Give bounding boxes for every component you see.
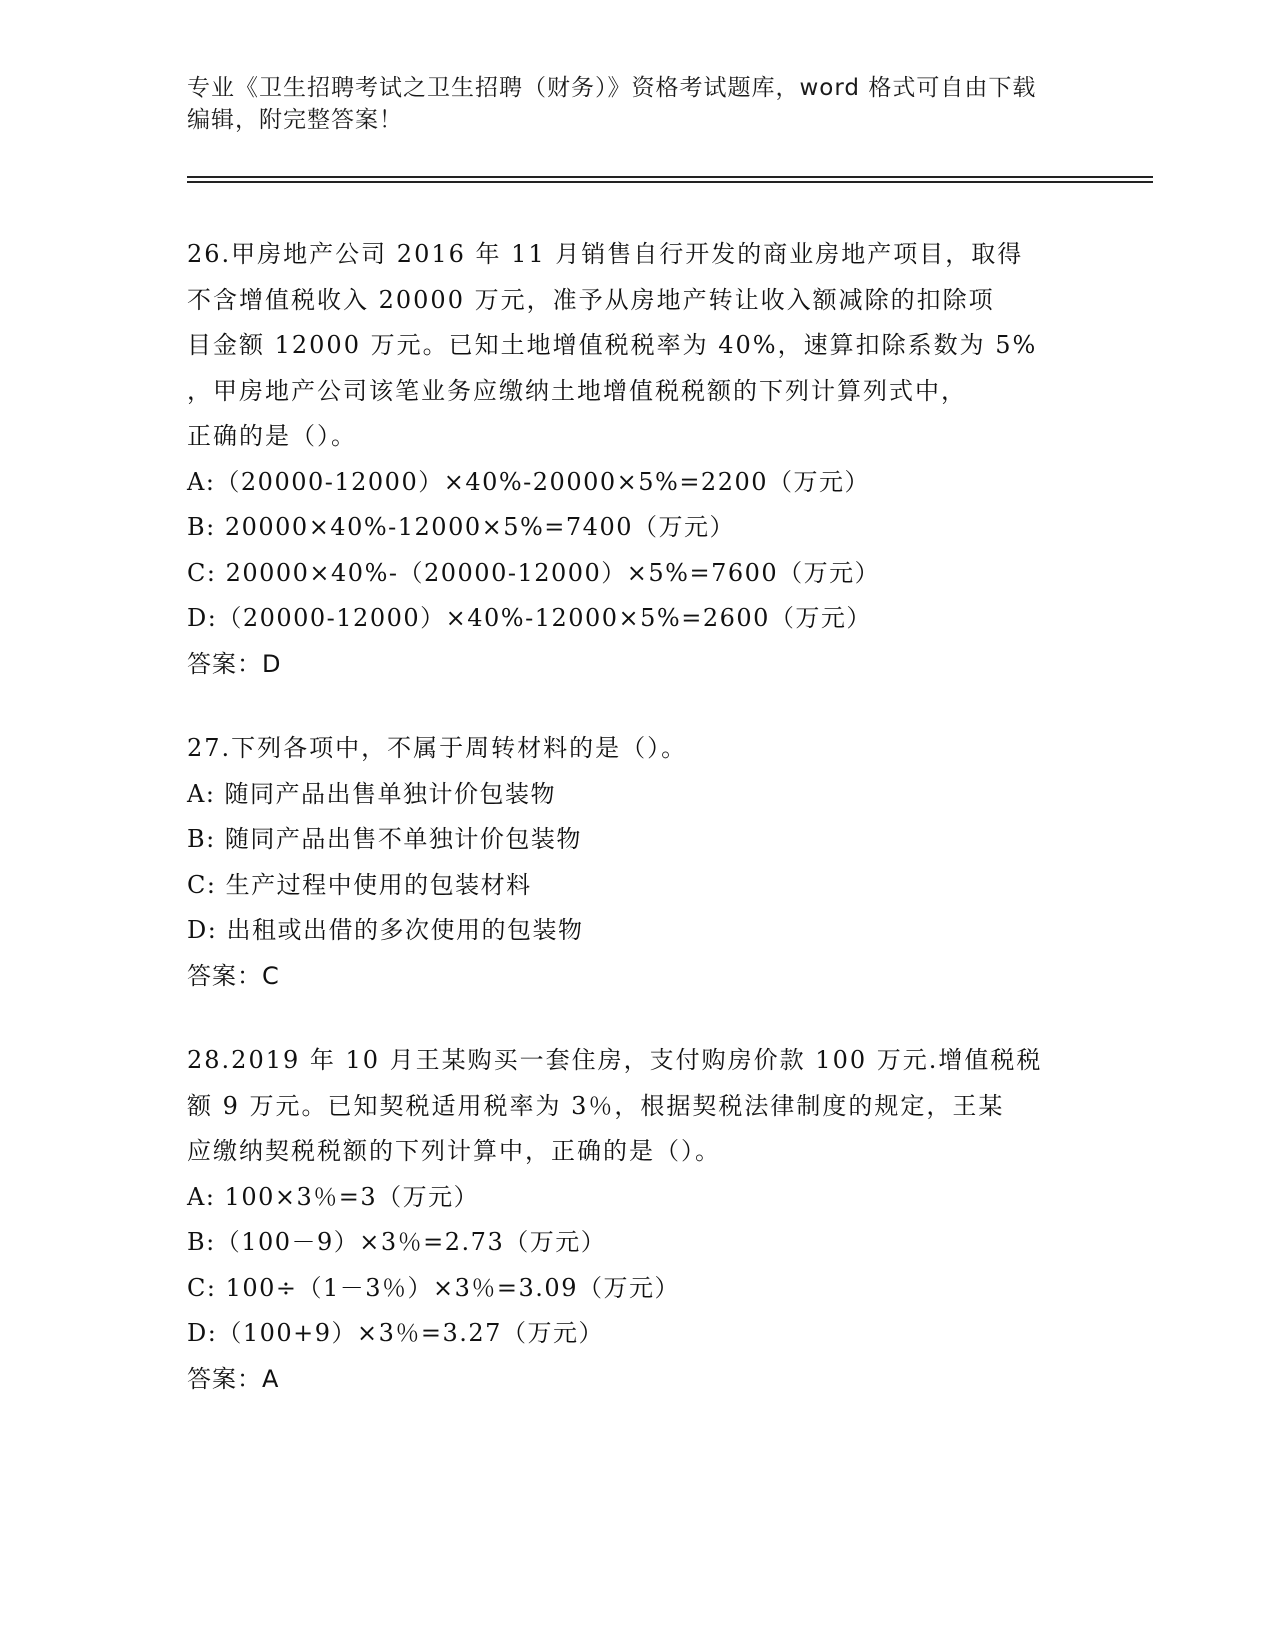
header-divider-top [187,176,1153,178]
document-header [187,72,1087,136]
option-d: D:（20000-12000）×40%-12000×5%=2600（万元） [187,604,872,632]
question-stem [187,726,1087,772]
stem-line: ，甲房地产公司该笔业务应缴纳土地增值税税额的下列计算列式中， [187,376,967,405]
question-stem [187,232,1087,460]
option-c: C: 20000×40%-（20000-12000）×5%=7600（万元） [187,558,881,587]
option-a: A: 随同产品出售单独计价包装物 [187,779,557,808]
stem-line: 正确的是（）。 [187,422,357,450]
option-a: A: 100×3％=3（万元） [187,1182,480,1211]
option-b: B:（100－9）×3％=2.73（万元） [187,1228,607,1256]
stem-line: 27.下列各项中，不属于周转材料的是（）。 [187,734,688,762]
stem-line: 不含增值税收入 20000 万元，准予从房地产转让收入额减除的扣除项 [187,285,995,314]
stem-line: 应缴纳契税税额的下列计算中，正确的是（）。 [187,1137,721,1165]
question-stem [187,1038,1087,1175]
question-list [187,232,1087,1441]
answer: 答案：A [187,1364,280,1393]
stem-line: 目金额 12000 万元。已知土地增值税税率为 40%，速算扣除系数为 5% [187,331,1038,359]
question-27 [187,726,1087,999]
option-b: B: 20000×40%-12000×5%=7400（万元） [187,513,735,541]
answer: 答案：C [187,961,280,990]
stem-line: 28.2019 年 10 月王某购买一套住房，支付购房价款 100 万元.增值税税 [187,1046,1043,1074]
option-a: A:（20000-12000）×40%-20000×5%=2200（万元） [187,467,871,496]
stem-line: 26.甲房地产公司 2016 年 11 月销售自行开发的商业房地产项目，取得 [187,240,1024,268]
option-b: B: 随同产品出售不单独计价包装物 [187,825,582,853]
question-28 [187,1038,1087,1402]
option-c: C: 100÷（1－3％）×3％=3.09（万元） [187,1273,680,1302]
header-line: 编辑，附完整答案！ [187,107,403,133]
question-26 [187,232,1087,687]
answer: 答案：D [187,649,282,678]
option-d: D: 出租或出借的多次使用的包装物 [187,916,584,944]
header-divider-bottom [187,181,1153,183]
header-line: 专业《卫生招聘考试之卫生招聘（财务）》资格考试题库，word 格式可自由下载 [187,75,1037,101]
option-d: D:（100+9）×3％=3.27（万元） [187,1319,604,1347]
stem-line: 额 9 万元。已知契税适用税率为 3％，根据契税法律制度的规定，王某 [187,1091,1005,1120]
option-c: C: 生产过程中使用的包装材料 [187,870,532,899]
